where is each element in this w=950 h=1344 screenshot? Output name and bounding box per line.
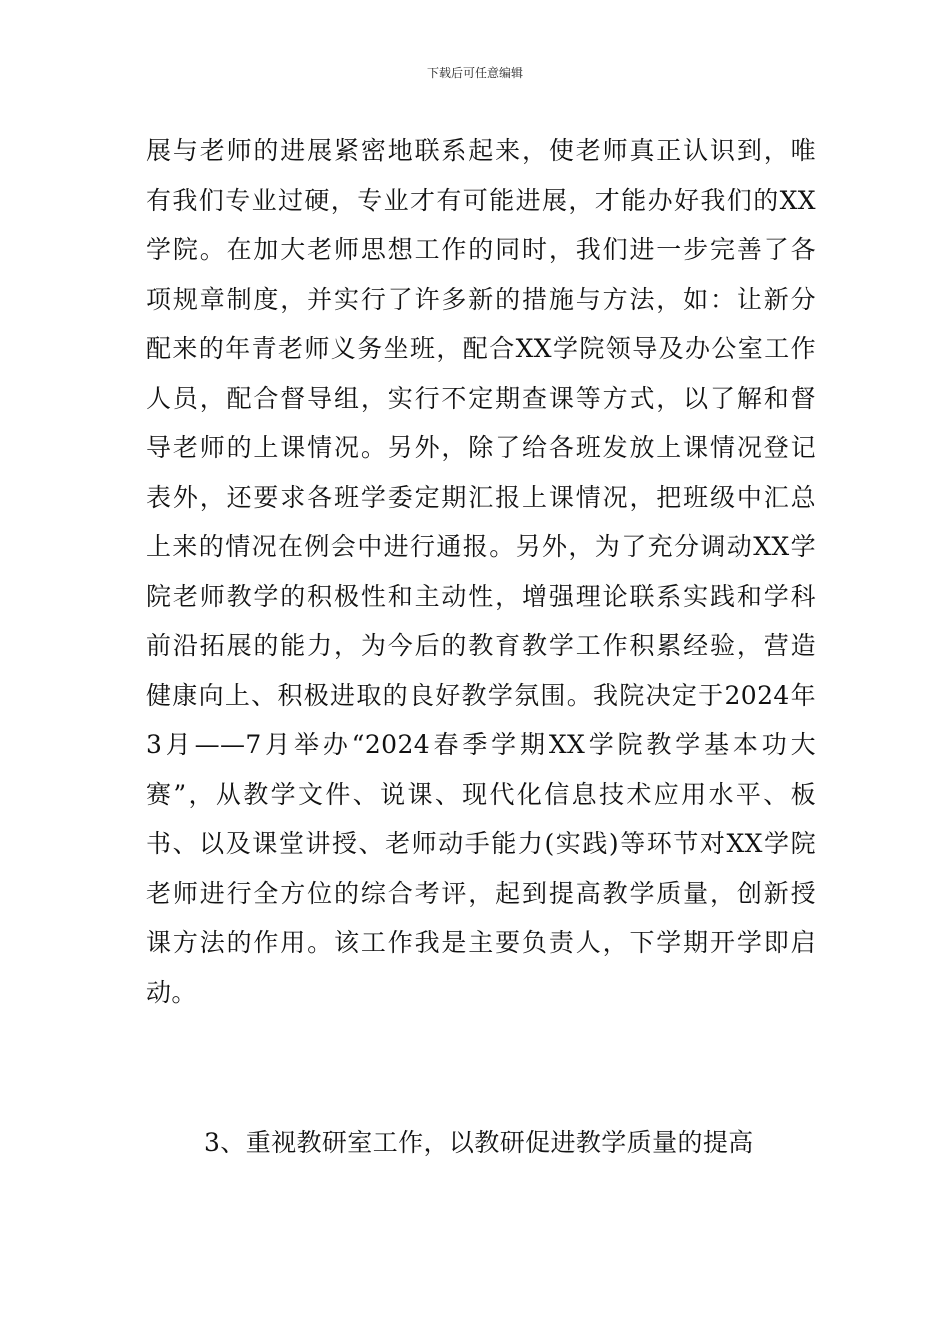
body-paragraph (146, 126, 816, 1017)
paragraph-line: 项规章制度，并实行了许多新的措施与方法，如：让新分 (146, 284, 816, 314)
section-heading: 3、重视教研室工作，以教研促进教学质量的提高 (204, 1128, 754, 1157)
paragraph-line: 学院。在加大老师思想工作的同时，我们进一步完善了各 (146, 235, 816, 264)
paragraph-last-line: 动。 (146, 977, 197, 1007)
paragraph-line: 课方法的作用。该工作我是主要负责人，下学期开学即启 (146, 928, 816, 957)
paragraph-line: 有我们专业过硬，专业才有可能进展，才能办好我们的XX (146, 185, 816, 215)
paragraph-line: 配来的年青老师义务坐班，配合XX学院领导及办公室工作 (146, 334, 816, 363)
paragraph-line: 前沿拓展的能力，为今后的教育教学工作积累经验，营造 (146, 631, 816, 660)
paragraph-line: 老师进行全方位的综合考评，起到提高教学质量，创新授 (146, 878, 816, 908)
page-header: 下载后可任意编辑 (426, 66, 523, 80)
paragraph-line: 导老师的上课情况。另外，除了给各班发放上课情况登记 (146, 433, 816, 462)
paragraph-line: 健康向上、积极进取的良好教学氛围。我院决定于2024年 (146, 680, 816, 710)
paragraph-line: 人员，配合督导组，实行不定期查课等方式，以了解和督 (146, 383, 816, 413)
paragraph-line: 赛”，从教学文件、说课、现代化信息技术应用水平、板 (146, 779, 816, 809)
paragraph-line: 院老师教学的积极性和主动性，增强理论联系实践和学科 (146, 581, 816, 611)
paragraph-line: 上来的情况在例会中进行通报。另外，为了充分调动XX学 (146, 532, 816, 561)
paragraph-line: 书、以及课堂讲授、老师动手能力(实践)等环节对XX学院 (146, 829, 816, 858)
paragraph-line: 表外，还要求各班学委定期汇报上课情况，把班级中汇总 (146, 482, 816, 512)
paragraph-line: 3月——7月举办“2024春季学期XX学院教学基本功大 (146, 730, 816, 759)
paragraph-line: 展与老师的进展紧密地联系起来，使老师真正认识到，唯 (146, 136, 816, 165)
